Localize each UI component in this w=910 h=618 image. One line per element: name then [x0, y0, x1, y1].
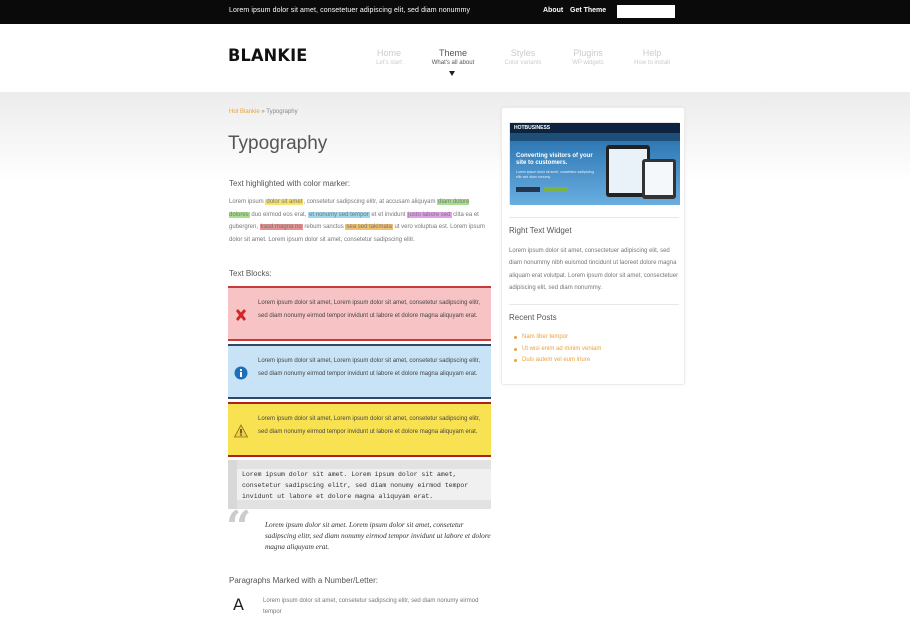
nav-sublabel: How to install	[634, 60, 670, 66]
highlight-mark: justo labore sed	[408, 211, 451, 218]
breadcrumb	[229, 109, 298, 115]
info-icon	[234, 366, 248, 380]
nav-sublabel: What's all about	[431, 60, 475, 66]
highlight-mark: kasd magna no	[260, 224, 302, 230]
numbered-section-title: Paragraphs Marked with a Number/Letter:	[229, 576, 378, 585]
sidebar	[501, 107, 685, 385]
nav-sublabel: WP widgets	[572, 60, 604, 66]
recent-post-link[interactable]: Duis autem vel eum iriure	[514, 355, 601, 367]
paragraph-text: , consetetur sadipscing elitr, at accusam aliquyam	[303, 199, 438, 205]
breadcrumb-separator: »	[259, 109, 267, 115]
search-input[interactable]	[617, 5, 675, 18]
site-tagline: Lorem ipsum dolor sit amet, consetetuer adipiscing elit, sed diam nonummy	[229, 7, 471, 14]
ad-subtext: Lorem ipsum dolor sit amet, consetetur sadipscing elitr sed diam nonumy	[516, 170, 595, 179]
nav-sublabel: Color variants	[504, 60, 542, 66]
top-link-get-theme[interactable]: Get Theme	[570, 7, 607, 14]
top-link-about[interactable]: About	[543, 7, 564, 14]
nav-item-styles[interactable]	[488, 48, 558, 66]
code-line: consetetur sadipscing elitr, sed diam nonumy eirmod tempor	[242, 482, 469, 489]
blockquote-text: Lorem ipsum dolor sit amet. Lorem ipsum dolor sit amet, consetetur sadipscing elitr, sed diam nonumy eirmod tempor invidunt ut labore et dolore magna aliquyam erat.	[265, 520, 491, 551]
highlight-section-title: Text highlighted with color marker:	[229, 179, 350, 188]
recent-posts-title: Recent Posts	[509, 313, 557, 322]
code-block	[228, 460, 491, 509]
recent-posts-list	[514, 332, 601, 367]
highlight-mark: et nonumy sed tempor	[309, 211, 369, 218]
highlight-mark: dolor sit amet	[266, 199, 303, 205]
ad-phone-icon	[642, 159, 676, 199]
highlight-mark: diam dolore dolores	[229, 199, 470, 218]
site-logo[interactable]: BLANKIE	[228, 46, 308, 66]
text-blocks-title: Text Blocks:	[229, 269, 272, 278]
info-block-text: Lorem ipsum dolor sit amet, Lorem ipsum dolor sit amet, consetetur sadipscing elitr, sed diam nonumy eirmod tempor invidunt ut labore et dolore magna aliquyam erat.	[258, 358, 481, 377]
site-header	[0, 24, 910, 92]
highlight-mark: sea sed takimata	[346, 224, 392, 230]
paragraph-text: duo eirmod eos erat,	[249, 211, 309, 218]
sidebar-divider	[509, 304, 679, 305]
code-line: Lorem ipsum dolor sit amet. Lorem ipsum dolor sit amet,	[242, 471, 457, 478]
ad-brand: HOTBUSINESS	[514, 125, 551, 131]
code-line: invidunt ut labore et dolore magna aliquyam erat.	[242, 493, 434, 500]
paragraph-text: Lorem ipsum	[229, 199, 266, 205]
drop-letter: A	[233, 595, 244, 614]
widget-title: Right Text Widget	[509, 226, 572, 235]
widget-text: Lorem ipsum dolor sit amet, consectetuer adipiscing elit, sed diam nonummy nibh euismod tincidunt ut laoreet dolore magna aliquam erat volutpat. Lorem ipsum dolor sit amet, consectetuer adipiscing elit, sed diam nonummy.	[509, 248, 679, 291]
paragraph-text: clita ea et gubergren,	[229, 211, 479, 230]
quote-mark-icon: “	[226, 502, 252, 553]
nav-item-help[interactable]	[617, 48, 687, 66]
ad-nav	[510, 133, 680, 141]
numbered-paragraph-text: Lorem ipsum dolor sit amet, consetetur sadipscing elitr, sed diam nonumy eirmod tempor	[263, 598, 479, 615]
active-nav-arrow-icon	[449, 71, 455, 76]
sidebar-divider	[509, 217, 679, 218]
breadcrumb-home-link[interactable]: Hot Blankie	[229, 109, 260, 115]
nav-label: Styles	[510, 48, 536, 58]
ad-headline: Converting visitors of your site to customers.	[516, 153, 593, 166]
nav-label: Home	[376, 48, 401, 58]
nav-label: Help	[642, 48, 662, 58]
page-title: Typography	[228, 133, 328, 154]
highlighted-paragraph	[229, 196, 491, 246]
ad-button-dark	[516, 187, 540, 192]
warning-icon	[234, 424, 248, 438]
nav-item-plugins[interactable]	[553, 48, 623, 66]
info-block	[228, 344, 491, 399]
warning-block-text: Lorem ipsum dolor sit amet, Lorem ipsum dolor sit amet, consetetur sadipscing elitr, sed diam nonumy eirmod tempor invidunt ut labore et dolore magna aliquyam erat.	[258, 416, 481, 435]
nav-item-home[interactable]	[354, 48, 424, 66]
nav-label: Plugins	[573, 48, 603, 58]
recent-post-link[interactable]: Ut wisi enim ad minim veniam	[514, 344, 601, 356]
paragraph-text: et et invidunt	[369, 211, 408, 218]
error-block	[228, 286, 491, 341]
nav-sublabel: Let's start	[376, 60, 402, 66]
paragraph-text: ut vero voluptua est. Lorem ipsum dolor sit amet. Lorem ipsum dolor sit amet, consetetur sadipscing elitr.	[229, 224, 485, 243]
error-block-text: Lorem ipsum dolor sit amet, Lorem ipsum dolor sit amet, consetetur sadipscing elitr, sed diam nonumy eirmod tempor invidunt ut labore et dolore magna aliquyam erat.	[258, 300, 481, 319]
ad-topbar	[510, 123, 680, 133]
code-stripe	[237, 460, 491, 469]
recent-post-link[interactable]: Nam liber tempor	[514, 332, 601, 344]
code-text	[242, 469, 490, 502]
top-bar	[0, 0, 910, 24]
nav-item-theme[interactable]	[418, 48, 488, 66]
sidebar-ad-banner[interactable]	[509, 122, 679, 204]
cross-icon	[234, 308, 248, 322]
ad-button-green	[544, 187, 568, 192]
breadcrumb-current: Typography	[266, 109, 298, 115]
paragraph-text: rebum sanctus	[302, 224, 346, 230]
nav-label: Theme	[438, 48, 467, 58]
warning-block	[228, 402, 491, 457]
header-gradient-band	[0, 92, 910, 182]
